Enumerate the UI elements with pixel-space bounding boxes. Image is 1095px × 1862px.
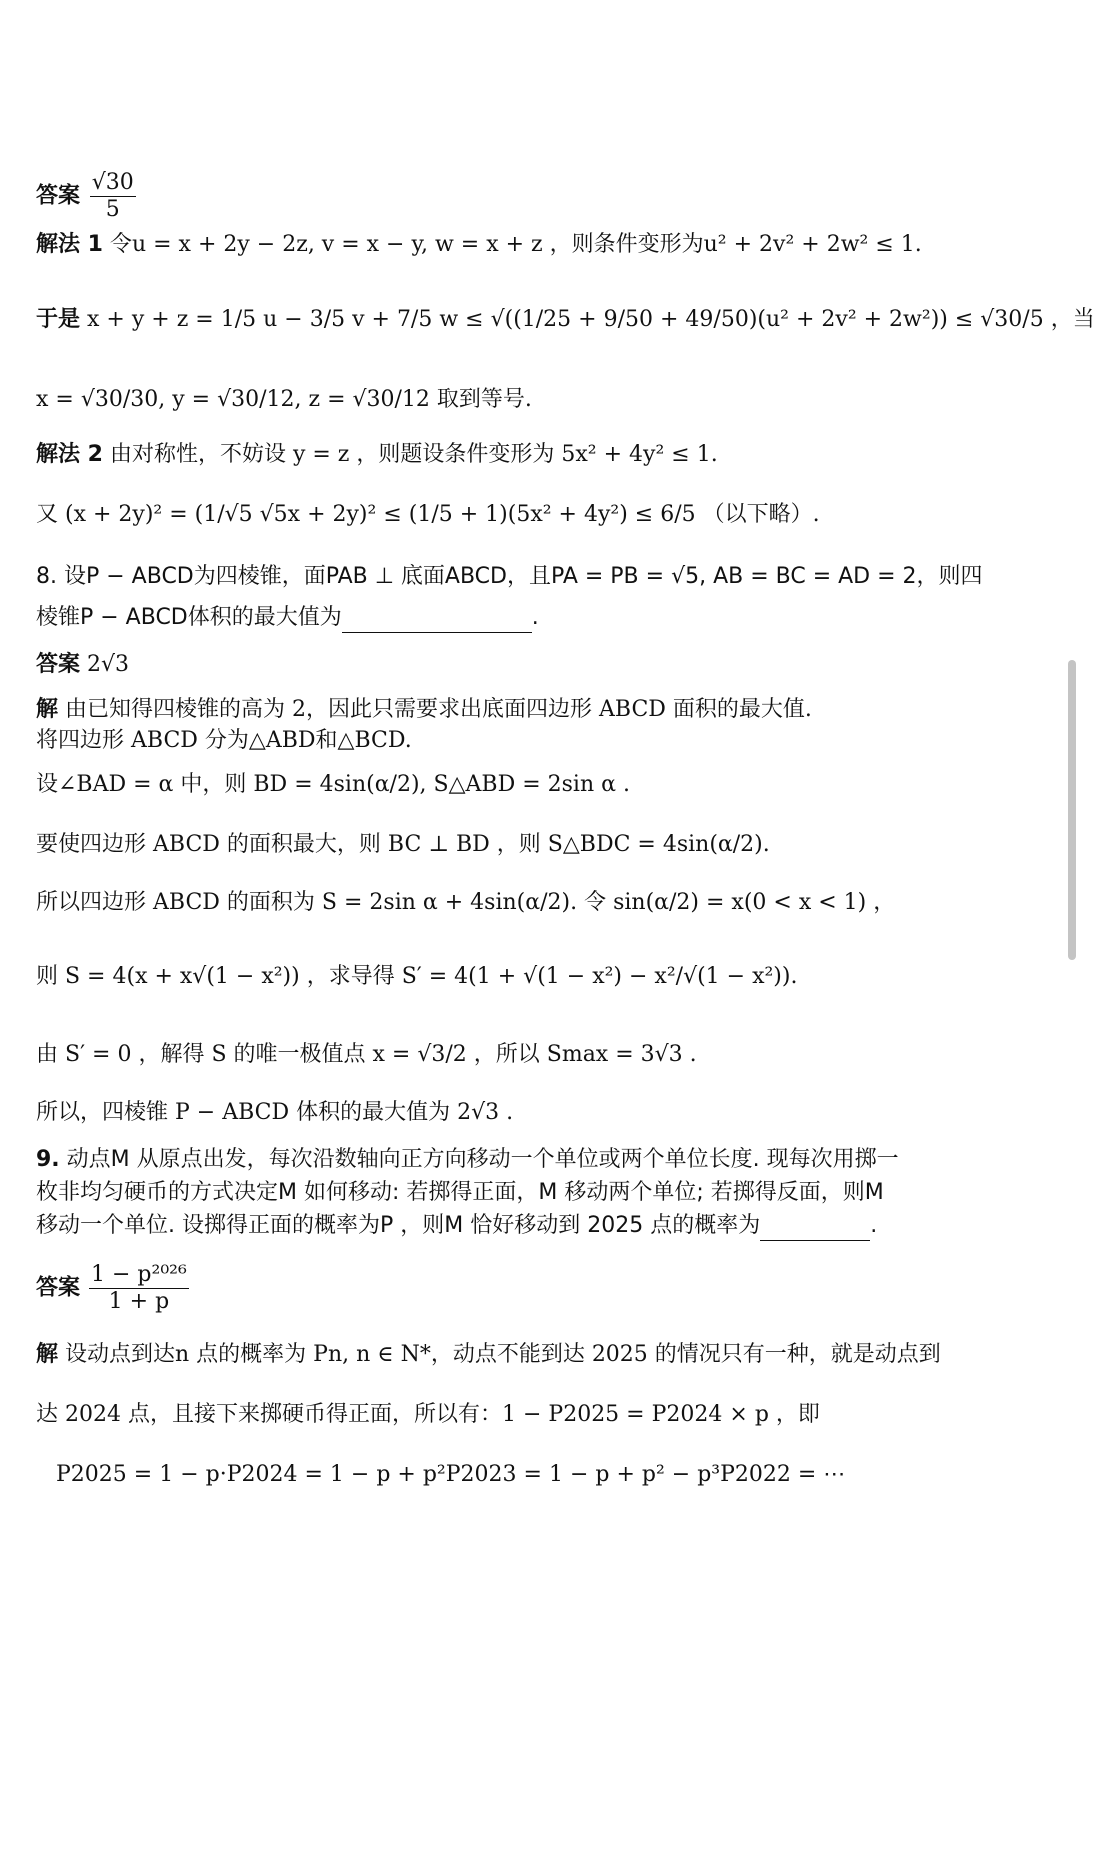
method2-line1	[36, 440, 1010, 470]
method2-line2	[36, 500, 1010, 530]
q8-sol4: 要使四边形 ABCD 的面积最大，则 BC ⊥ BD ，则 S△BDC = 4sin(α/2).	[36, 832, 770, 857]
q9-text2: 枚非均匀硬币的方式决定M 如何移动: 若掷得正面，M 移动两个单位; 若掷得反面，则M	[36, 1180, 884, 1205]
q8-number: 8.	[36, 564, 57, 589]
scrollbar-thumb[interactable]	[1068, 660, 1076, 960]
q9-sol2: 达 2024 点，且接下来掷硬币得正面，所以有：1 − P2025 = P2024 × p ，即	[36, 1402, 820, 1427]
method1-line2	[36, 305, 1095, 335]
q8-sol1: 由已知得四棱锥的高为 2，因此只需要求出底面四边形 ABCD 面积的最大值.	[65, 697, 812, 722]
q9-stem-line3	[36, 1211, 1010, 1241]
method1-line3	[36, 385, 1010, 415]
answer7-label: 答案	[36, 183, 81, 209]
q8-stem-line2	[36, 603, 1010, 633]
answer7-fraction	[90, 170, 136, 223]
answer7-denominator: 5	[105, 197, 120, 222]
q8-answer-blank	[342, 610, 532, 633]
q9-number: 9.	[36, 1147, 60, 1172]
q8-sol8: 所以，四棱锥 P − ABCD 体积的最大值为 2√3 .	[36, 1100, 514, 1125]
q8-text1: 设P − ABCD为四棱锥，面PAB ⊥ 底面ABCD，且PA = PB = √5, AB = BC = AD = 2，则四	[64, 564, 983, 589]
q8-stem-line1	[36, 562, 1010, 592]
q8-sol-line5	[36, 888, 1010, 918]
q8-sol7: 由 S′ = 0 ，解得 S 的唯一极值点 x = √3/2 ，所以 Smax = 3√3 .	[36, 1042, 697, 1067]
method2-text: 由对称性，不妨设 y = z ，则题设条件变形为 5x² + 4y² ≤ 1.	[109, 442, 718, 467]
q9-blank-end: .	[870, 1213, 878, 1238]
method2-label: 解法 2	[36, 442, 103, 467]
q9-sol-line1	[36, 1340, 1010, 1370]
q9-answer-denominator: 1 + p	[108, 1289, 170, 1314]
method1-line3-expr: x = √30/30, y = √30/12, z = √30/12	[36, 387, 430, 412]
q8-sol3: 设∠BAD = α 中，则 BD = 4sin(α/2), S△ABD = 2sin α .	[36, 772, 630, 797]
q8-sol-label: 解	[36, 697, 59, 722]
q8-sol-line4	[36, 830, 1010, 860]
q8-sol-line2	[36, 726, 1010, 756]
method1-line2-expr: x + y + z = 1/5 u − 3/5 v + 7/5 w ≤ √((1/25 + 9/50 + 49/50)(u² + 2v² + 2w²)) ≤ √30/5	[87, 307, 1044, 332]
q9-answer-numerator: 1 − p²⁰²⁶	[91, 1262, 187, 1287]
q9-answer-label: 答案	[36, 1275, 81, 1301]
q8-sol2: 将四边形 ABCD 分为△ABD和△BCD.	[36, 728, 412, 753]
q8-answer-line	[36, 650, 1010, 680]
q9-sol1: 设动点到达n 点的概率为 Pn, n ∈ N*，动点不能到达 2025 的情况只有一种，就是动点到	[65, 1342, 941, 1367]
q9-text3: 移动一个单位. 设掷得正面的概率为P ，则M 恰好移动到 2025 点的概率为	[36, 1213, 761, 1238]
q8-sol-line3	[36, 770, 1010, 800]
q8-sol5: 所以四边形 ABCD 的面积为 S = 2sin α + 4sin(α/2). 令 sin(α/2) = x(0 < x < 1) ，	[36, 890, 896, 915]
q9-stem-line2	[36, 1178, 1010, 1208]
q8-sol-line8	[36, 1098, 1010, 1128]
q9-answer-fraction	[89, 1262, 189, 1315]
q8-sol-line1	[36, 695, 1010, 725]
method2-line2-expr: 又 (x + 2y)² = (1/√5 √5x + 2y)² ≤ (1/5 + 1)(5x² + 4y²) ≤ 6/5	[36, 502, 696, 527]
answer7-line	[36, 170, 1010, 223]
method1-line1	[36, 230, 1010, 260]
method2-line2-note: （以下略）.	[702, 502, 820, 527]
method1-line2-suffix: ，当	[1050, 307, 1095, 332]
q9-sol-line3	[56, 1460, 1010, 1490]
q8-sol-line6	[36, 962, 1010, 992]
q8-text2: 棱锥P − ABCD体积的最大值为	[36, 605, 342, 630]
q9-text1: 动点M 从原点出发，每次沿数轴向正方向移动一个单位或两个单位长度. 现每次用掷一	[66, 1147, 899, 1172]
answer7-numerator: √30	[91, 170, 134, 195]
q8-sol-line7	[36, 1040, 1010, 1070]
q9-stem-line1	[36, 1145, 1010, 1175]
q8-blank-end: .	[531, 605, 539, 630]
method1-text: 令u = x + 2y − 2z, v = x − y, w = x + z ，则条件变形为u² + 2v² + 2w² ≤ 1.	[109, 232, 922, 257]
q9-answer-line	[36, 1262, 1010, 1315]
q9-sol-line2	[36, 1400, 1010, 1430]
method1-line3-suffix: 取到等号.	[436, 387, 532, 412]
q9-answer-blank	[760, 1218, 870, 1241]
method1-line2-prefix: 于是	[36, 307, 81, 332]
q8-answer-value: 2√3	[87, 652, 130, 677]
q8-sol6: 则 S = 4(x + x√(1 − x²)) ，求导得 S′ = 4(1 + √(1 − x²) − x²/√(1 − x²)).	[36, 964, 798, 989]
q9-sol-label: 解	[36, 1342, 59, 1367]
q9-sol3: P2025 = 1 − p·P2024 = 1 − p + p²P2023 = 1 − p + p² − p³P2022 = ⋯	[56, 1462, 846, 1487]
method1-label: 解法 1	[36, 232, 103, 257]
q8-answer-label: 答案	[36, 652, 81, 677]
